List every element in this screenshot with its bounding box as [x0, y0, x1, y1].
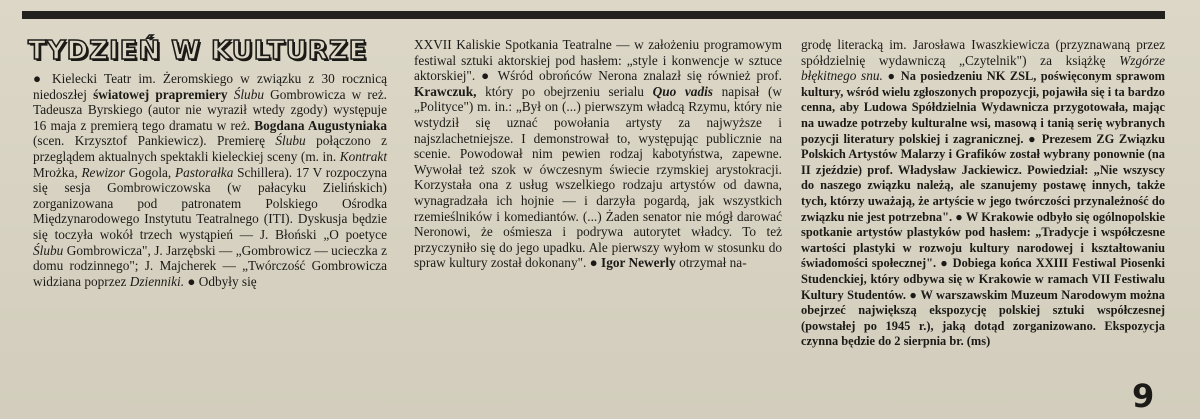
title-slubu: Ślubu — [233, 86, 264, 102]
text-run: grodę literacką im. Jarosława Iwaszkiewicza (przyznawaną przez spółdzielnię wydawniczą „Czytelnik") za książkę — [801, 37, 1165, 68]
text-run: (scen. Krzysztof Pankiewicz). Premierę — [33, 133, 265, 149]
director-name: Bogdana Augustyniaka — [254, 117, 387, 133]
text-run: połączono z przeglądem aktualnych spektakli kieleckiej sceny (m. in. — [33, 133, 388, 164]
text-run-bold: światowej prapremiery — [93, 86, 228, 102]
text-run: Gombrowicza", J. Jarzębski — „Gombrowicz — ucieczka z domu rodzinnego"; J. Majcherek — „Twórczość Gombrowicza widziana poprzez — [33, 242, 387, 289]
column-2 — [414, 37, 782, 271]
column-2-text — [414, 37, 782, 271]
column-1 — [33, 71, 387, 289]
title-kontrakt: Kontrakt — [339, 148, 388, 164]
title-quo-vadis: Quo vadis — [652, 83, 713, 99]
page-number: 9 — [1132, 377, 1155, 415]
column-3 — [801, 37, 1165, 349]
text-run: który po obejrzeniu serialu — [485, 83, 644, 99]
title-wzgorze: Wzgórze błękitnego snu. — [801, 52, 1165, 84]
text-run: ● Kielecki Teatr im. Żeromskiego w związku z 30 rocznicą niedoszłej — [33, 71, 387, 102]
text-run-dense: ● Na posiedzeniu NK ZSL, poświęconym sprawom kultury, wśród wielu zgłoszonych propozycji, pojawiła się i ta bardzo cenna, aby Ludowa Spółdzielnia Wydawnicza przygotowała, mając na uwadze potrzeby kulturalne wsi, masową i tanią serię wybranych pozycji literatury polskiej i zagranicznej. ● Prezesem ZG Związku Polskich Artystów Malarzy i Grafików został wybrany ponownie (na II zjeździe) prof. Władysław Jackiewicz. Powiedział: „Nie wszyscy do naszego związku należą, ale szanujemy postawę innych, także tych, którzy uważają, że artyście w jego twórczości przynależność do związku nie jest potrzebna". ● W Krakowie odbyło się ogólnopolskie spotkanie artystów plastyków pod hasłem: „Tradycje i współczesne wartości plastyki w rozwoju kultury narodowej i kształtowaniu świadomości społecznej". ● Dobiega końca XXIII Festiwal Piosenki Studenckiej, który odbywa się w Krakowie w ramach VII Festiwalu Kultury Studentów. ● W warszawskim Muzeum Narodowym można obejrzeć największą ekspozycję polskiej sztuki współczesnej (powstałej po 1945 r.), jaką dotąd zorganizowano. Ekspozycja czynna będzie do 2 sierpnia br. (ms) — [801, 69, 1165, 349]
text-run: napisał (w „Polityce") m. in.: „Był on (...) pierwszym władcą Rzymu, który nie wstydził się uznać powołania artysty za najwyższe i najszlachetniejsze. I demonstrował to, występując publicznie na scenie. Powodował nim pewien rodzaj kabotyństwa, zapewne. Wywołał też szok w ówczesnym świecie rzymskiej arystokracji. Korzystała ona z usług wszelkiego rodzaju artystów od dawna, wynagradzała ich hojnie — i darzyła pogardą, jak wszystkich rzemieślników i komediantów. (...) Żaden senator nie mógł darować Neronowi, że ośmiesza i podrywa autorytet władcy. To też przyczyniło się do jego upadku. Ale pierwszy wyłom w stosunku do spraw kultury został dokonany". ● — [414, 83, 782, 271]
top-rule — [22, 11, 1165, 19]
name-newerly: Igor Newerly — [601, 255, 676, 271]
title-pastoralka: Pastorałka — [175, 164, 234, 180]
name-krawczuk: Krawczuk, — [414, 83, 477, 99]
text-run: Gogola, — [128, 164, 172, 180]
text-run: Schillera). 17 V rozpoczyna się sesja Gombrowiczowska (w pałacyku Zielińskich) zorganizowana pod patronatem Polskiego Ośrodka Międzynarodowego Instytutu Teatralnego (ITI). Dyskusja będzie się toczyła wokół trzech wystąpień — J. Błoński „O poetyce — [33, 164, 388, 242]
column-3-text — [801, 37, 1165, 349]
text-run: Gombrowicza w reż. Tadeusza Byrskiego (autor nie wyraził wtedy zgody) występuje 16 maja z premierą tego dramatu w reż. — [33, 86, 387, 133]
text-run: ● Odbyły się — [187, 273, 257, 289]
text-run: otrzymał na- — [679, 255, 747, 271]
title-slubu: Ślubu — [33, 242, 64, 258]
title-rewizor: Rewizor — [81, 164, 126, 180]
column-1-text — [33, 71, 387, 289]
title-dzienniki: Dzienniki. — [129, 273, 185, 289]
text-run: Mrożka, — [33, 164, 78, 180]
title-slubu: Ślubu — [275, 133, 306, 149]
section-headline: TYDZIEŃ W KULTURZE — [28, 36, 368, 66]
text-run: XXVII Kaliskie Spotkania Teatralne — w założeniu programowym festiwal sztuki aktorskiej pod hasłem: „style i konwencje w sztuce aktorskiej". ● Wśród obrońców Nerona znalazł się również prof. — [414, 37, 782, 84]
